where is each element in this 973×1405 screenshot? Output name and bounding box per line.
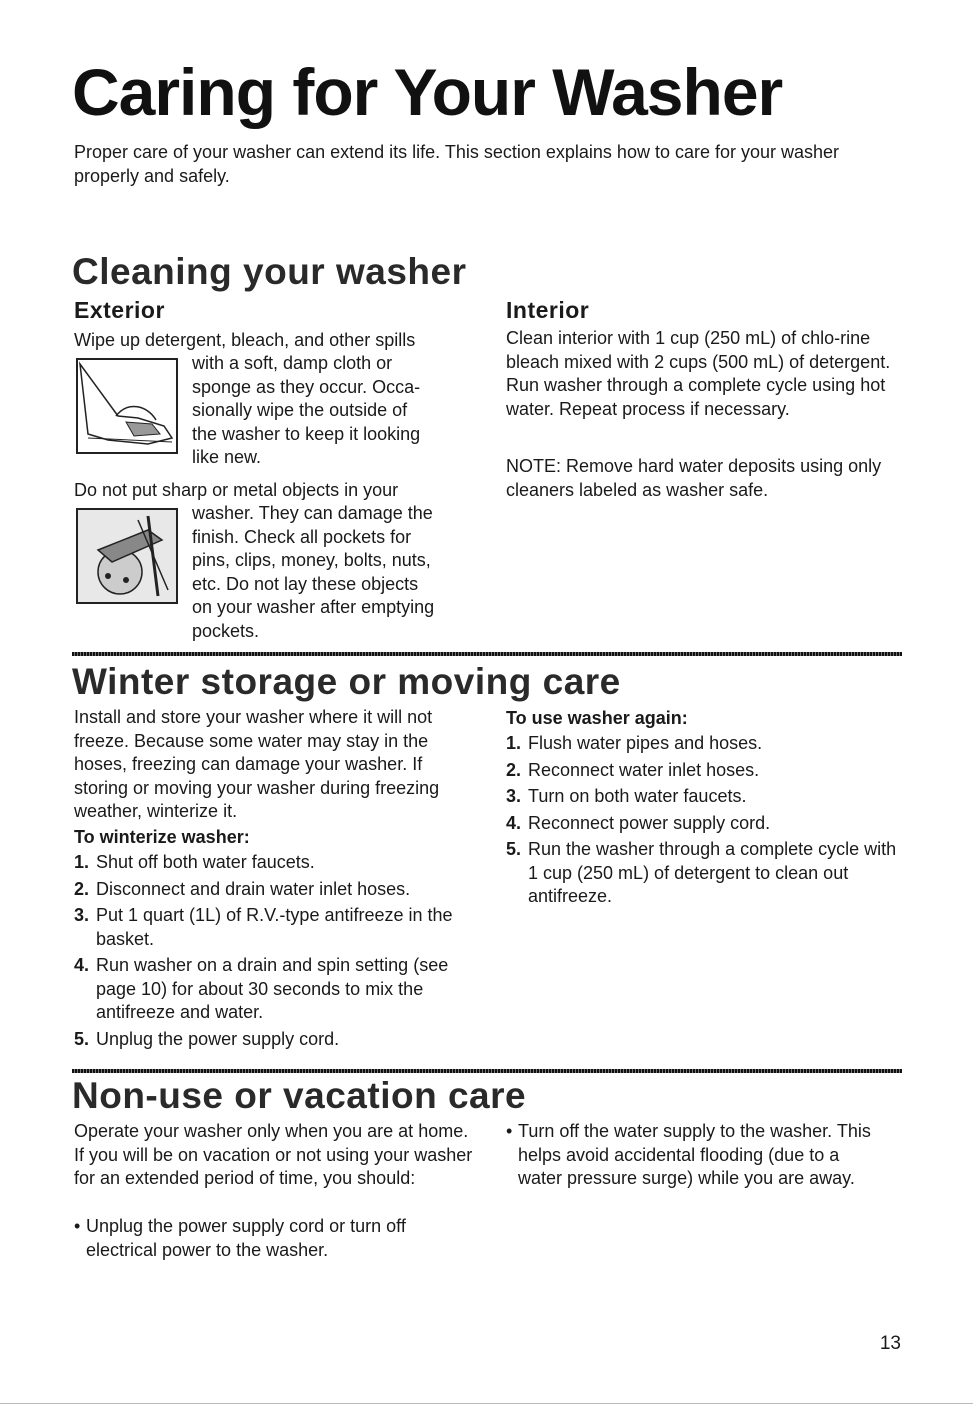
step-text: Flush water pipes and hoses. <box>528 733 763 753</box>
text-line: pockets. <box>192 620 260 641</box>
step-text: Turn on both water faucets. <box>528 786 747 806</box>
step-text: Run washer on a drain and spin setting (see page 10) for about 30 seconds to mix the antifreeze and water. <box>96 955 449 1022</box>
step-text: Reconnect water inlet hoses. <box>528 759 760 780</box>
text-line: the washer to keep it looking <box>192 423 421 444</box>
text-line: finish. Check all pockets for <box>192 526 412 547</box>
note-text: Remove hard water deposits using only cleaners labeled as washer safe. <box>506 456 882 500</box>
step-number: 1. <box>506 733 522 753</box>
list-item <box>506 732 898 756</box>
sharp-objects-icon <box>78 510 176 602</box>
list-item <box>506 812 898 836</box>
exterior-para1-body <box>192 352 492 470</box>
section-divider <box>72 652 902 656</box>
step-number: 3. <box>74 905 90 925</box>
list-item <box>74 1028 466 1052</box>
list-item <box>506 759 898 783</box>
list-item <box>506 1120 878 1191</box>
interior-body: Clean interior with 1 cup (250 mL) of chlo-rine bleach mixed with 2 cups (500 mL) of detergent. Run washer through a complete cycle using hot water. Repeat process if necessary. <box>506 328 891 419</box>
exterior-heading: Exterior <box>74 297 165 323</box>
list-item <box>506 785 898 809</box>
interior-heading: Interior <box>506 297 590 323</box>
text-line: like new. <box>192 447 262 467</box>
step-number: 3. <box>506 786 522 806</box>
interior-note <box>506 455 896 502</box>
use-again-heading: To use washer again: <box>506 708 688 728</box>
exterior-para2-lead: Do not put sharp or metal objects in your <box>74 480 399 500</box>
bullet-text: Turn off the water supply to the washer. This helps avoid accidental flooding (due to a water pressure surge) while you are away. <box>518 1121 871 1188</box>
step-number: 4. <box>506 812 522 833</box>
bullet-icon: • <box>506 1121 513 1141</box>
winter-body: Install and store your washer where it will not freeze. Because some water may stay in the hoses, freezing can damage your washer. If storing or moving your washer during freezing weather, winterize it. <box>74 707 440 821</box>
wiping-cloth-illustration <box>76 358 178 454</box>
intro-paragraph: Proper care of your washer can extend its life. This section explains how to care for your washer properly and safely. <box>74 142 840 186</box>
page-title: Caring for Your Washer <box>72 55 783 129</box>
vacation-body: Operate your washer only when you are at home. If you will be on vacation or not using your washer for an extended period of time, you should: <box>74 1121 473 1188</box>
vacation-heading: Non-use or vacation care <box>72 1075 527 1116</box>
hand-wiping-icon <box>78 360 176 452</box>
winter-heading: Winter storage or moving care <box>72 661 621 702</box>
step-number: 2. <box>506 759 522 780</box>
text-line: pins, clips, money, bolts, nuts, <box>192 550 431 570</box>
step-number: 4. <box>74 955 90 975</box>
use-again-steps <box>506 732 898 912</box>
step-number: 5. <box>506 839 522 859</box>
step-number: 5. <box>74 1028 90 1049</box>
step-text: Disconnect and drain water inlet hoses. <box>96 878 411 899</box>
winterize-heading: To winterize washer: <box>74 827 250 847</box>
sharp-objects-illustration <box>76 508 178 604</box>
page-number: 13 <box>879 1333 901 1354</box>
list-item <box>74 851 466 875</box>
step-number: 2. <box>74 878 90 899</box>
list-item <box>506 838 898 909</box>
step-text: Reconnect power supply cord. <box>528 812 771 833</box>
bullet-icon: • <box>74 1216 81 1236</box>
bullet-text: Unplug the power supply cord or turn off electrical power to the washer. <box>86 1216 406 1260</box>
step-text: Shut off both water faucets. <box>96 852 315 872</box>
text-line: with a soft, damp cloth or <box>192 353 393 373</box>
text-line: sionally wipe the outside of <box>192 400 408 420</box>
text-line: on your washer after emptying <box>192 597 435 617</box>
vacation-bullets-left <box>74 1215 474 1265</box>
exterior-para1-lead: Wipe up detergent, bleach, and other spills <box>74 330 416 350</box>
winterize-steps <box>74 851 466 1054</box>
step-text: Unplug the power supply cord. <box>96 1028 340 1049</box>
text-line: washer. They can damage the <box>192 503 433 523</box>
list-item <box>74 954 466 1025</box>
cleaning-heading: Cleaning your washer <box>72 251 467 292</box>
list-item <box>74 1215 474 1262</box>
step-text: Run the washer through a complete cycle with 1 cup (250 mL) of detergent to clean out antifreeze. <box>528 839 897 906</box>
note-label: NOTE: <box>506 456 562 476</box>
vacation-bullets-right <box>506 1120 878 1194</box>
section-divider <box>72 1069 902 1073</box>
exterior-para2-body <box>192 502 492 643</box>
step-text: Put 1 quart (1L) of R.V.-type antifreeze in the basket. <box>96 905 453 949</box>
list-item <box>74 904 466 951</box>
text-line: etc. Do not lay these objects <box>192 573 419 594</box>
list-item <box>74 878 466 902</box>
text-line: sponge as they occur. Occa- <box>192 376 421 397</box>
step-number: 1. <box>74 852 90 872</box>
page-bottom-edge <box>0 1403 973 1404</box>
